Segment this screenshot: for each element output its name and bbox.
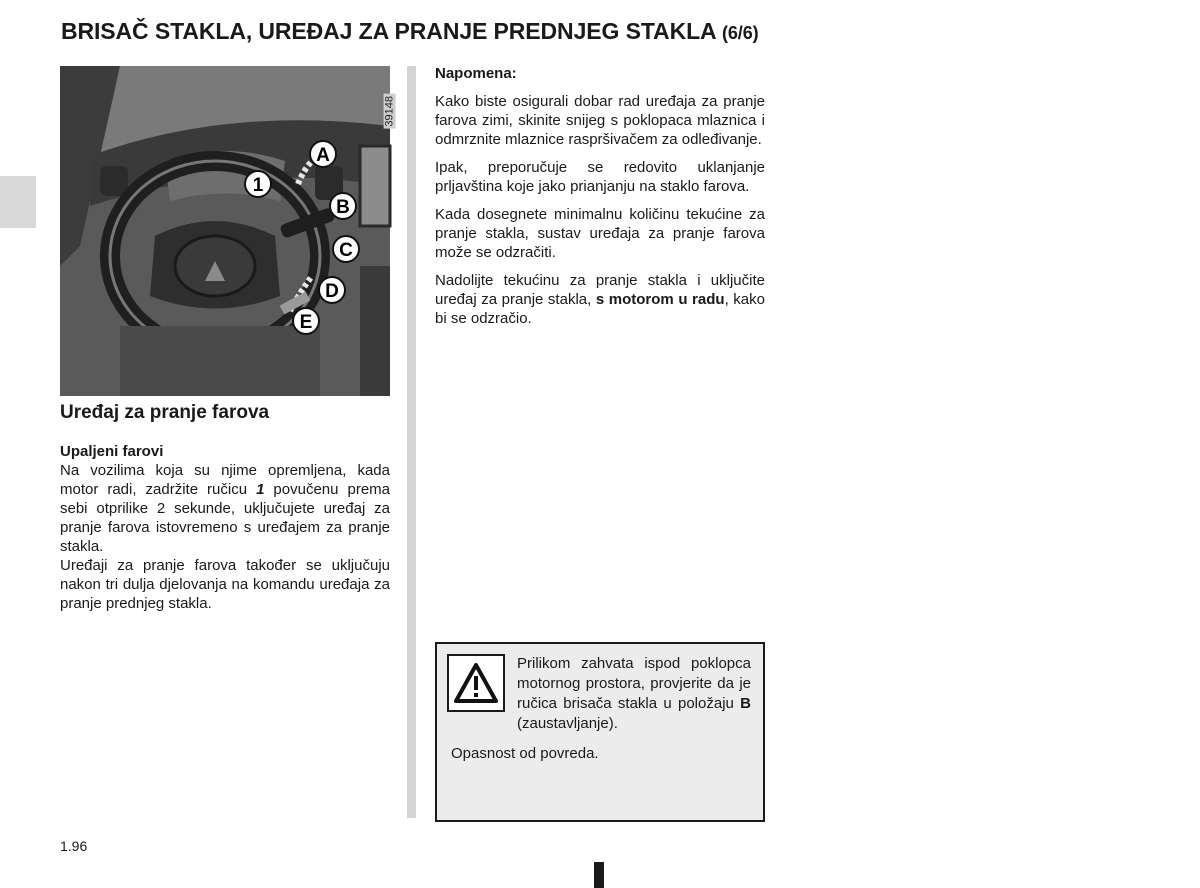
warning-paragraph-1-a: Prilikom zahvata ispod poklopca motornog prostora, provjerite da je ručica brisača stakla u položaju — [517, 655, 751, 712]
note-paragraph-4-bold: s motorom u radu — [595, 291, 725, 308]
note-paragraph-4-b: , kako bi se odzračio. — [435, 291, 765, 327]
callout-c: C — [339, 240, 353, 261]
note-paragraph-4-a: Nadolijte tekućinu za pranje stakla i uključite uređaj za pranje stakla, — [435, 272, 765, 308]
page-title — [61, 18, 759, 45]
callout-1: 1 — [252, 175, 264, 196]
page-edge-marker — [594, 862, 604, 888]
note-label: Napomena: — [435, 65, 517, 82]
page-number: 1.96 — [60, 838, 88, 854]
warning-paragraph-2: Opasnost od povreda. — [451, 745, 599, 762]
callout-d: D — [325, 281, 339, 302]
lever-reference: 1 — [256, 481, 265, 498]
callout-b: B — [336, 197, 350, 218]
section-heading: Uređaj za pranje farova — [60, 402, 270, 423]
paragraph-headlamp-2: Uređaji za pranje farova također se uključuju nakon tri dulja djelovanja na komandu uređaja za pranje prednjeg stakla. — [60, 557, 390, 612]
note-paragraph-4 — [435, 271, 765, 328]
note-paragraph-2: Ipak, preporučuje se redovito uklanjanje prljavština koje jako prianjanju na staklo farova. — [435, 159, 765, 195]
warning-triangle-icon — [447, 654, 505, 712]
section-tab — [0, 176, 36, 228]
headlamp-washer-text — [60, 442, 390, 613]
warning-paragraph-1-b: (zaustavljanje). — [517, 715, 618, 732]
paragraph-headlamp-1 — [60, 461, 390, 556]
note-paragraph-3: Kada dosegnete minimalnu količinu tekućine za pranje stakla, sustav uređaja za pranje farova može se odzračiti. — [435, 206, 765, 261]
column-divider — [407, 66, 416, 818]
page-part-indicator: (6/6) — [721, 23, 759, 43]
note-column — [435, 64, 765, 337]
callout-e: E — [299, 312, 313, 333]
subheading: Upaljeni farovi — [60, 443, 164, 460]
callout-layer — [60, 66, 390, 396]
note-paragraph-1: Kako biste osigurali dobar rad uređaja za pranje farova zimi, skinite snijeg s poklopaca mlaznica i odmrznite mlaznice raspršivačem za odleđivanje. — [435, 93, 765, 148]
paragraph-headlamp-1-a: Na vozilima koja su njime opremljena, kada motor radi, zadržite ručicu — [60, 462, 390, 498]
figure-reference-number: 39148 — [384, 96, 396, 127]
steering-column-illustration — [60, 66, 396, 396]
paragraph-headlamp-1-b: povučenu prema sebi otprilike 2 sekunde, uključujete uređaj za pranje farova istovremeno s uređajem za pranje stakla. — [60, 481, 390, 555]
callout-a: A — [316, 145, 330, 166]
warning-position-b: B — [740, 695, 751, 712]
page-title-text: BRISAČ STAKLA, UREĐAJ ZA PRANJE PREDNJEG STAKLA — [61, 18, 716, 44]
warning-box — [435, 642, 765, 822]
